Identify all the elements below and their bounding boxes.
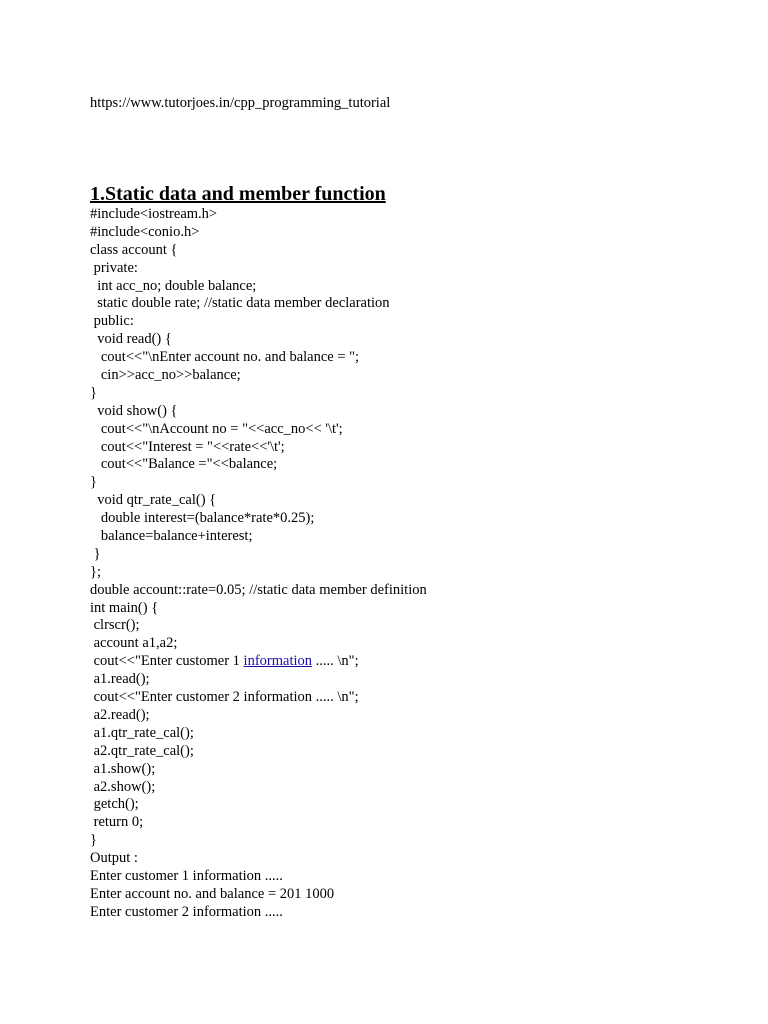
code-line: a1.read();: [90, 671, 150, 688]
url-line: https://www.tutorjoes.in/cpp_programming_tutorial: [90, 95, 391, 111]
code-line: private:: [90, 259, 138, 276]
information-link[interactable]: information: [243, 653, 313, 670]
code-line: void qtr_rate_cal() {: [90, 492, 217, 509]
code-line: double interest=(balance*rate*0.25);: [90, 510, 315, 527]
code-line: #include<conio.h>: [90, 223, 200, 240]
code-line: cout<<"\nEnter account no. and balance = ";: [90, 349, 360, 366]
code-line: }: [90, 384, 97, 401]
code-line-after-link: ..... \n";: [312, 653, 359, 670]
code-line: class account {: [90, 241, 178, 258]
code-line: account a1,a2;: [90, 635, 178, 652]
code-line: }: [90, 545, 101, 562]
code-line: cout<<"Interest = "<<rate<<'\t';: [90, 438, 285, 455]
code-line: a2.show();: [90, 778, 156, 795]
code-line-before-link: cout<<"Enter customer 1: [90, 653, 244, 670]
code-line-with-link: [90, 653, 427, 671]
code-line: void show() {: [90, 402, 178, 419]
code-line: a2.read();: [90, 706, 150, 723]
output-line: Output :: [90, 850, 138, 867]
output-line: Enter account no. and balance = 201 1000: [90, 885, 335, 902]
code-line: getch();: [90, 796, 139, 813]
code-line: int acc_no; double balance;: [90, 277, 257, 294]
code-line: int main() {: [90, 599, 159, 616]
section-heading: 1.Static data and member function: [90, 183, 386, 205]
code-line: cout<<"Balance ="<<balance;: [90, 456, 278, 473]
code-line: cout<<"\nAccount no = "<<acc_no<< '\t';: [90, 420, 343, 437]
code-line: a1.show();: [90, 760, 156, 777]
code-line: double account::rate=0.05; //static data member definition: [90, 581, 427, 598]
code-line: balance=balance+interest;: [90, 528, 253, 545]
output-line: Enter customer 2 information .....: [90, 903, 283, 920]
output-line: Enter customer 1 information .....: [90, 867, 283, 884]
code-line: };: [90, 563, 101, 580]
code-line: }: [90, 832, 97, 849]
code-line: clrscr();: [90, 617, 140, 634]
code-line: void read() {: [90, 331, 172, 348]
code-line: cout<<"Enter customer 2 information ..... \n";: [90, 689, 359, 706]
code-line: public:: [90, 313, 134, 330]
code-line: cin>>acc_no>>balance;: [90, 367, 241, 384]
code-line: static double rate; //static data member declaration: [90, 295, 390, 312]
code-block: [90, 206, 427, 922]
code-line: a1.qtr_rate_cal();: [90, 724, 194, 741]
code-line: return 0;: [90, 814, 144, 831]
code-line: #include<iostream.h>: [90, 206, 218, 222]
code-line: }: [90, 474, 97, 491]
code-line: a2.qtr_rate_cal();: [90, 742, 194, 759]
